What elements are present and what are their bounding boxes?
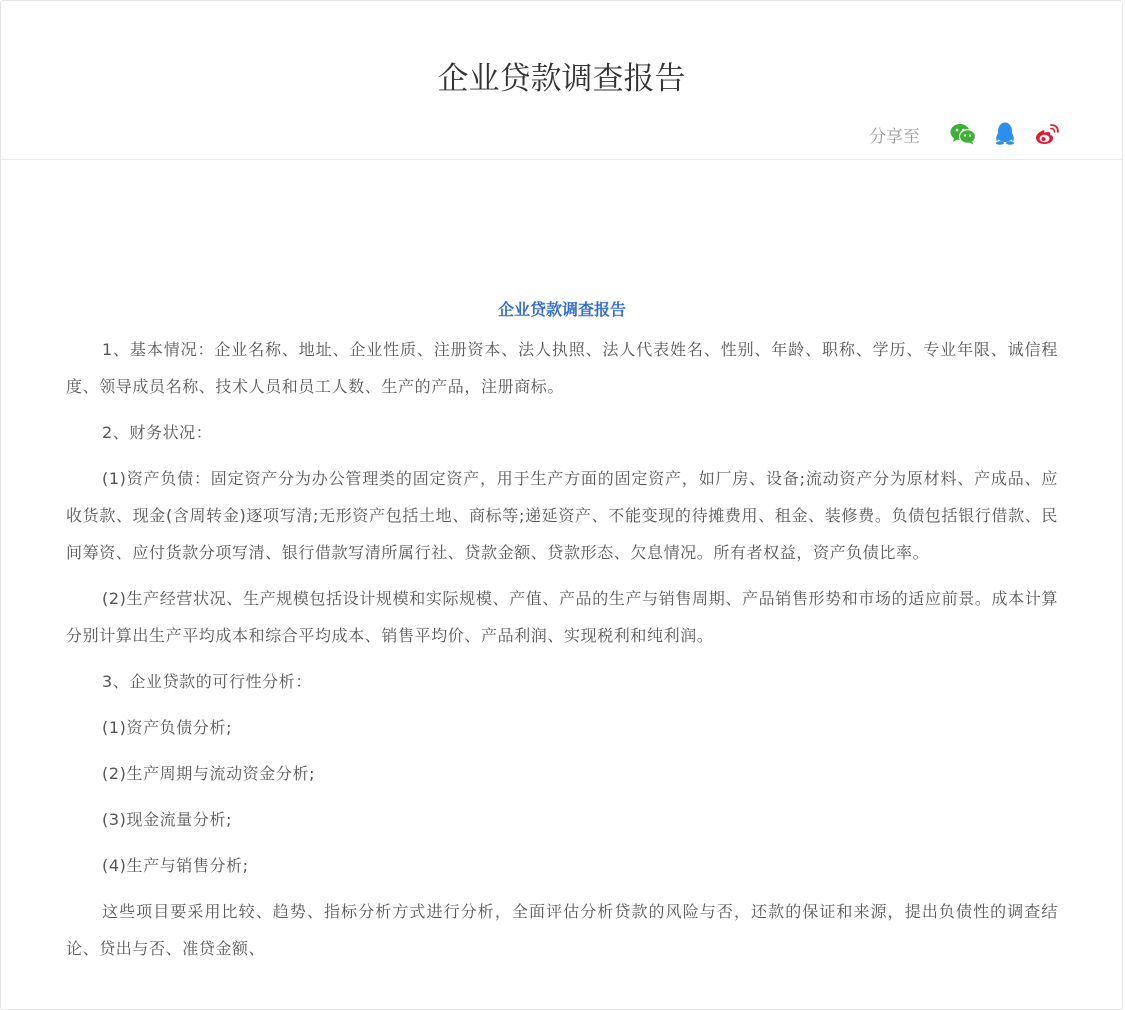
paragraph: 2、财务状况： bbox=[102, 423, 213, 442]
paragraph: 3、企业贷款的可行性分析： bbox=[102, 672, 312, 691]
paragraph: (1)资产负债：固定资产分为办公管理类的固定资产，用于生产方面的固定资产，如厂房、设备;流动资产分为原材料、产成品、应收货款、现金(含周转金)逐项写清;无形资产包括土地、商标等;递延资产、不能变现的待摊费用、租金、装修费。负债包括银行借款、民间筹资、应付货款分项写清、银行借款写清所属行社、贷款金额、贷款形态、欠息情况。所有者权益，资产负债比率。 bbox=[66, 469, 1058, 562]
article-header bbox=[1, 1, 1122, 160]
qq-icon[interactable] bbox=[992, 121, 1018, 147]
share-label: 分享至 bbox=[869, 126, 920, 147]
paragraph: 1、基本情况：企业名称、地址、企业性质、注册资本、法人执照、法人代表姓名、性别、年龄、职称、学历、专业年限、诚信程度、领导成员名称、技术人员和员工人数、生产的产品，注册商标。 bbox=[66, 340, 1058, 396]
paragraph: (3)现金流量分析; bbox=[102, 810, 233, 829]
weibo-icon[interactable] bbox=[1034, 121, 1060, 147]
share-bar bbox=[869, 121, 1060, 147]
paragraph: (2)生产经营状况、生产规模包括设计规模和实际规模、产值、产品的生产与销售周期、产品销售形势和市场的适应前景。成本计算分别计算出生产平均成本和综合平均成本、销售平均价、产品利润、实现税利和纯利润。 bbox=[66, 589, 1058, 645]
paragraph: 这些项目要采用比较、趋势、指标分析方式进行分析，全面评估分析贷款的风险与否，还款的保证和来源，提出负债性的调查结论、贷出与否、准贷金额、 bbox=[66, 902, 1058, 958]
paragraph: (2)生产周期与流动资金分析; bbox=[102, 764, 316, 783]
page-title: 企业贷款调查报告 bbox=[437, 61, 686, 97]
wechat-icon[interactable] bbox=[950, 121, 976, 147]
article-heading: 企业贷款调查报告 bbox=[497, 300, 626, 319]
article-body bbox=[66, 293, 1058, 976]
paragraph: (4)生产与销售分析; bbox=[102, 856, 249, 875]
paragraph: (1)资产负债分析; bbox=[102, 718, 233, 737]
